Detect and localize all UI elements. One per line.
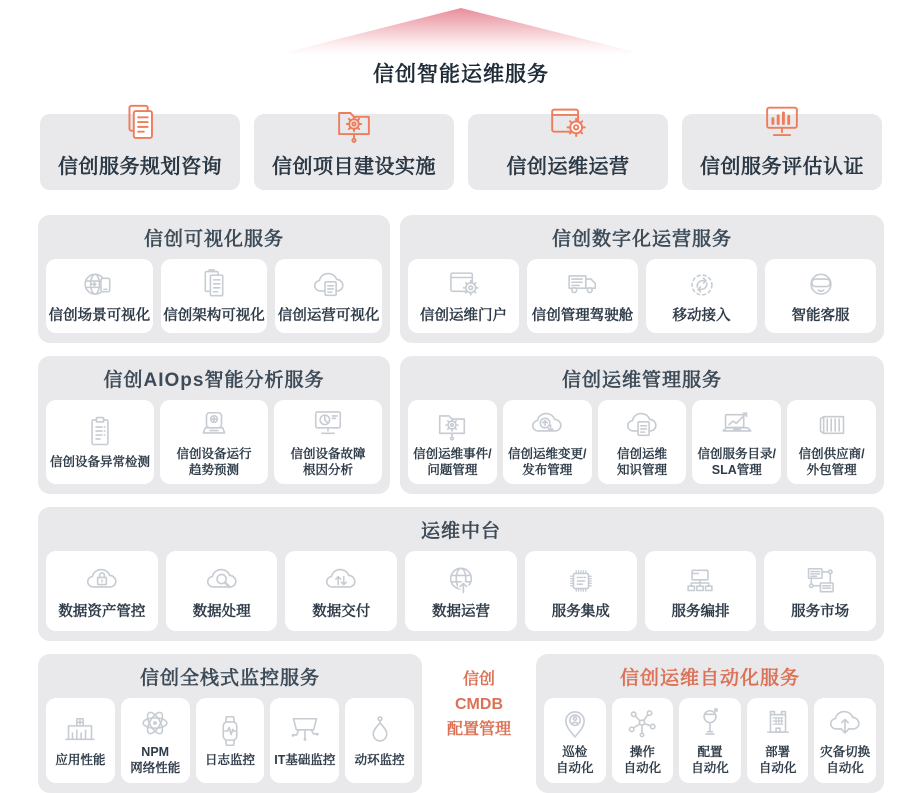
cloud-up-icon	[528, 406, 566, 444]
pin-person-icon	[556, 704, 594, 742]
page-title: 信创智能运维服务	[373, 63, 549, 86]
globe-arrow-icon	[442, 562, 480, 600]
section-items	[46, 400, 382, 484]
section-title: 信创全栈式监控服务	[139, 668, 320, 690]
service-item-card	[285, 551, 397, 631]
top-service-card	[468, 114, 668, 190]
service-item-card	[166, 551, 278, 631]
cloud-search-icon	[203, 562, 241, 600]
service-item-label: 信创服务目录/ SLA管理	[697, 447, 777, 477]
top-service-card	[254, 114, 454, 190]
service-item-label: 巡检 自动化	[556, 745, 594, 775]
folder-gear-icon	[331, 101, 377, 147]
folder-tree-icon	[681, 562, 719, 600]
section-title: 信创运维自动化服务	[619, 668, 800, 690]
service-item-label: 信创架构可视化	[163, 308, 265, 325]
section-title: 信创数字化运营服务	[551, 229, 732, 250]
atom-icon	[136, 704, 174, 742]
section-full-stack-monitoring-services	[38, 654, 422, 792]
cloud-transfer-icon	[322, 562, 360, 600]
globe-phone-icon	[80, 266, 118, 304]
service-item-label: 信创运营可视化	[277, 308, 380, 325]
service-item-card	[275, 259, 382, 333]
section-items	[46, 551, 876, 631]
section-items	[46, 259, 382, 333]
clipboard-list-icon	[81, 414, 119, 452]
cmdb-line: CMDB	[455, 696, 503, 714]
service-item-label: 信创管理驾驶舱	[531, 308, 634, 325]
service-item-card	[46, 400, 154, 484]
service-item-card	[274, 400, 382, 484]
service-item-card	[814, 698, 876, 782]
cloud-lock-icon	[83, 562, 121, 600]
service-item-label: NPM 网络性能	[130, 745, 181, 775]
building-plus-icon	[61, 712, 99, 750]
section-items	[408, 400, 876, 484]
xinchuang-ops-service-diagram	[0, 8, 922, 775]
service-item-card	[692, 400, 781, 484]
row-visualization-digital	[38, 215, 884, 343]
monitor-pie-icon	[309, 406, 347, 444]
laptop-trend-icon	[718, 406, 756, 444]
row-aiops-management	[38, 356, 884, 494]
top-service-label: 信创服务规划咨询	[58, 156, 222, 178]
service-item-label: 信创运维门户	[420, 308, 507, 325]
row-monitoring-automation	[38, 654, 884, 792]
cmdb-line: 配置管理	[446, 720, 511, 738]
service-item-card	[544, 698, 606, 782]
watch-wave-icon	[211, 712, 249, 750]
device-plus-icon	[195, 406, 233, 444]
service-item-card	[612, 698, 674, 782]
folder-gear-icon	[433, 406, 471, 444]
service-item-label: 数据处理	[192, 603, 251, 620]
doc-stack-icon	[117, 101, 163, 147]
service-item-label: 服务集成	[551, 603, 610, 620]
section-ops-management-services	[400, 356, 884, 494]
section-ops-automation-services	[536, 654, 884, 792]
cloud-doc-icon	[623, 406, 661, 444]
top-service-card	[40, 114, 240, 190]
top-service-label: 信创服务评估认证	[700, 156, 864, 178]
service-item-label: 灾备切换 自动化	[820, 745, 871, 775]
chip-icon	[562, 562, 600, 600]
service-item-card	[645, 551, 757, 631]
service-item-label: 信创设备运行 趋势预测	[176, 447, 252, 477]
section-visualization-services	[38, 215, 390, 343]
service-item-label: 服务编排	[671, 603, 730, 620]
cloud-doc-icon	[310, 266, 348, 304]
window-gear-icon	[445, 266, 483, 304]
service-item-card	[787, 400, 876, 484]
service-item-label: 应用性能	[55, 753, 106, 768]
section-digital-operation-services	[400, 215, 884, 343]
robot-icon	[802, 266, 840, 304]
service-item-label: IT基础监控	[274, 753, 336, 768]
service-item-label: 信创设备故障 根因分析	[290, 447, 366, 477]
service-item-label: 信创供应商/ 外包管理	[798, 447, 865, 477]
top-service-card	[682, 114, 882, 190]
service-item-card	[270, 698, 339, 782]
section-title: 运维中台	[420, 521, 501, 543]
service-item-label: 配置 自动化	[691, 745, 729, 775]
service-item-card	[121, 698, 190, 782]
service-item-card	[646, 259, 757, 333]
service-item-label: 服务市场	[791, 603, 850, 620]
service-item-card	[679, 698, 741, 782]
service-item-label: 动环监控	[354, 753, 405, 768]
service-item-card	[525, 551, 637, 631]
service-item-label: 信创运维变更/ 发布管理	[507, 447, 587, 477]
top-services-row	[40, 114, 882, 190]
row-middle-platform	[38, 507, 884, 641]
balloon-icon	[361, 712, 399, 750]
service-item-card	[405, 551, 517, 631]
section-title: 信创运维管理服务	[561, 370, 722, 391]
section-aiops-analysis-services	[38, 356, 390, 494]
service-item-card	[345, 698, 414, 782]
service-item-card	[764, 551, 876, 631]
truck-icon	[564, 266, 602, 304]
service-item-label: 部署 自动化	[758, 745, 797, 775]
service-item-label: 信创运维事件/ 问题管理	[413, 447, 492, 477]
cloud-updown-icon	[826, 704, 864, 742]
service-item-card	[46, 259, 153, 333]
network-monitors-icon	[801, 562, 839, 600]
service-item-label: 信创运维 知识管理	[616, 447, 667, 477]
service-item-card	[46, 698, 115, 782]
service-item-card	[503, 400, 592, 484]
service-item-card	[747, 698, 809, 782]
service-item-label: 数据交付	[312, 603, 371, 620]
service-item-card	[527, 259, 638, 333]
service-item-label: 数据运营	[432, 603, 491, 620]
service-item-card	[46, 551, 158, 631]
section-items	[408, 259, 876, 333]
service-item-label: 信创设备异常检测	[49, 454, 150, 469]
service-item-card	[196, 698, 265, 782]
monitor-bars-icon	[759, 101, 805, 147]
cmdb-line: 信创	[462, 671, 495, 689]
clipboard-doc-icon	[195, 266, 233, 304]
service-item-label: 操作 自动化	[623, 745, 662, 775]
section-title: 信创可视化服务	[143, 229, 284, 250]
service-item-card	[408, 259, 519, 333]
service-item-label: 信创场景可视化	[48, 308, 151, 325]
service-item-label: 移动接入	[672, 308, 731, 325]
cmdb-config-management-block	[432, 654, 526, 792]
nodes-icon	[623, 704, 661, 742]
service-item-card	[408, 400, 497, 484]
service-item-card	[598, 400, 687, 484]
window-gear-icon	[545, 101, 591, 147]
section-title: 信创AIOps智能分析服务	[103, 370, 325, 391]
flask-icon	[691, 704, 729, 742]
building-flag-icon	[759, 704, 797, 742]
container-icon	[813, 406, 851, 444]
monitor-circuit-icon	[286, 712, 324, 750]
service-item-card	[765, 259, 876, 333]
top-service-label: 信创运维运营	[506, 156, 630, 178]
service-item-label: 日志监控	[204, 753, 255, 768]
section-items	[544, 698, 876, 782]
pyramid-roof-shape	[275, 8, 647, 55]
service-item-card	[161, 259, 268, 333]
section-ops-middle-platform	[38, 507, 884, 641]
top-service-label: 信创项目建设实施	[272, 156, 436, 178]
service-item-card	[160, 400, 268, 484]
section-items	[46, 698, 414, 782]
service-item-label: 数据资产管控	[58, 603, 146, 620]
service-item-label: 智能客服	[791, 308, 850, 325]
sync-arrows-icon	[683, 266, 721, 304]
